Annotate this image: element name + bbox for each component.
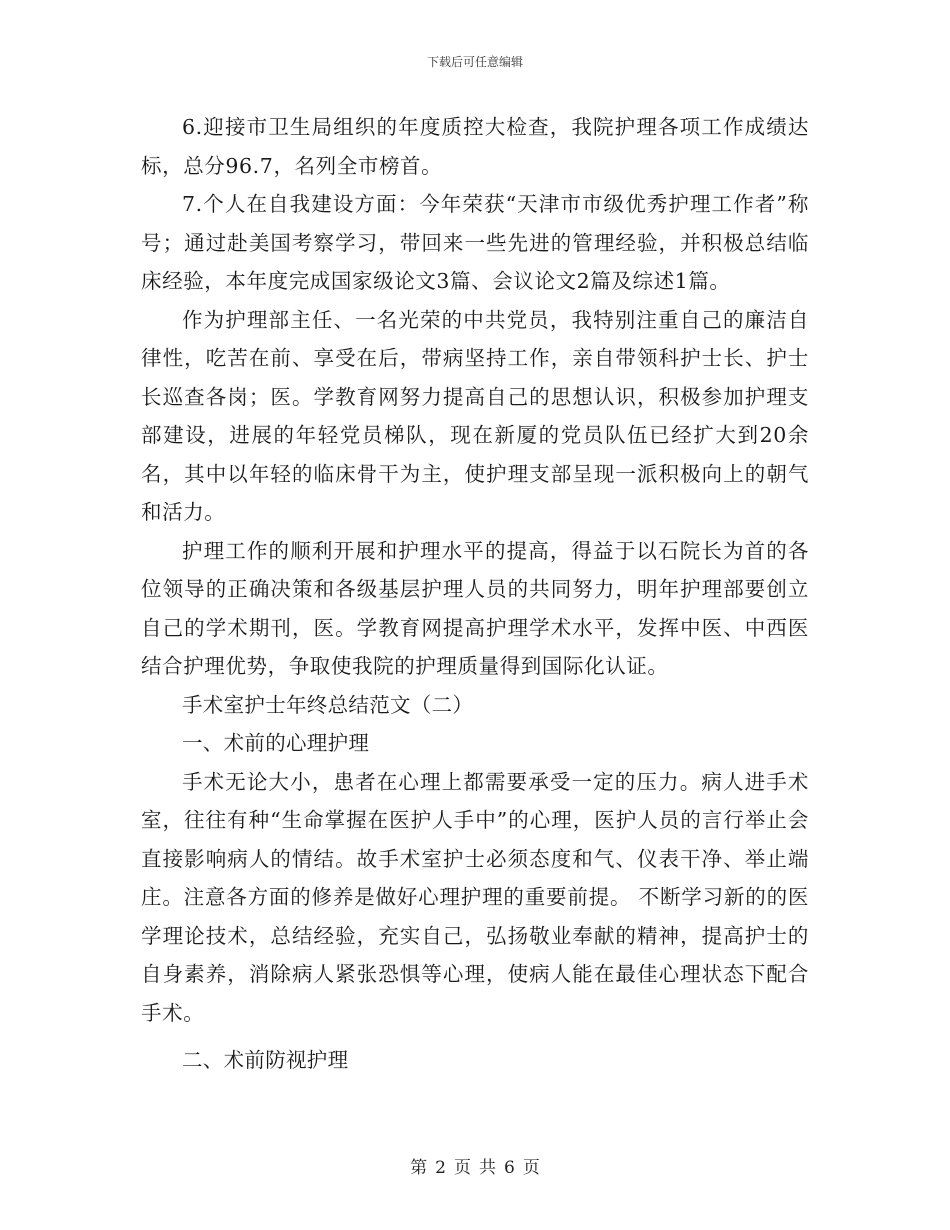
section-title: 手术室护士年终总结范文（二）	[182, 692, 474, 717]
paragraph-preop-psych: 手术无论大小，患者在心理上都需要承受一定的压力。病人进手术室，往往有种“生命掌握在医护人手中”的心理，医护人员的言行举止会直接影响病人的情结。故手术室护士必须态度和气、仪表干净、举止端庄。注意各方面的修养是做好心理护理的重要前提。 不断学习新的的医学理论技术，总结经验，充实自己，弘扬敬业奉献的精神，提高护士的自身素养，消除病人紧张恐惧等心理，使病人能在最佳心理状态下配合手术。	[141, 769, 809, 1025]
total-pages-number: 6	[504, 1158, 515, 1178]
paragraph-party-member: 作为护理部主任、一名光荣的中共党员，我特别注重自己的廉洁自律性，吃苦在前、享受在后，带病坚持工作，亲自带领科护士长、护士长巡查各岗；医。学教育网努力提高自己的思想认识，积极参加护理支部建设，进展的年轻党员梯队，现在新厦的党员队伍已经扩大到20余名，其中以年轻的临床骨干为主，使护理支部呈现一派积极向上的朝气和活力。	[141, 307, 809, 524]
page-total-prefix: 共	[479, 1158, 496, 1178]
page-label-prefix: 第	[410, 1158, 428, 1178]
paragraph-item-7: 7.个人在自我建设方面：今年荣获“天津市市级优秀护理工作者”称号；通过赴美国考察学习，带回来一些先进的管理经验，并积极总结临床经验，本年度完成国家级论文3篇、会议论文2篇及综述1篇。	[141, 192, 809, 293]
subheading-preop-visit: 二、术前防视护理	[182, 1048, 349, 1072]
page-number-footer	[0, 1153, 950, 1178]
page-header-note: 下载后可任意编辑	[426, 55, 523, 69]
page-label-mid: 页	[454, 1158, 471, 1178]
subheading-preop-psych: 一、术前的心理护理	[182, 731, 370, 755]
paragraph-conclusion: 护理工作的顺利开展和护理水平的提高，得益于以石院长为首的各位领导的正确决策和各级基层护理人员的共同努力，明年护理部要创立自己的学术期刊，医。学教育网提高护理学术水平，发挥中医、中西医结合护理优势，争取使我院的护理质量得到国际化认证。	[141, 538, 809, 678]
current-page-number: 2	[435, 1158, 446, 1178]
page-label-suffix: 页	[522, 1158, 540, 1178]
paragraph-item-6: 6.迎接市卫生局组织的年度质控大检查，我院护理各项工作成绩达标，总分96.7，名列全市榜首。	[141, 115, 809, 178]
document-body	[141, 108, 809, 1080]
